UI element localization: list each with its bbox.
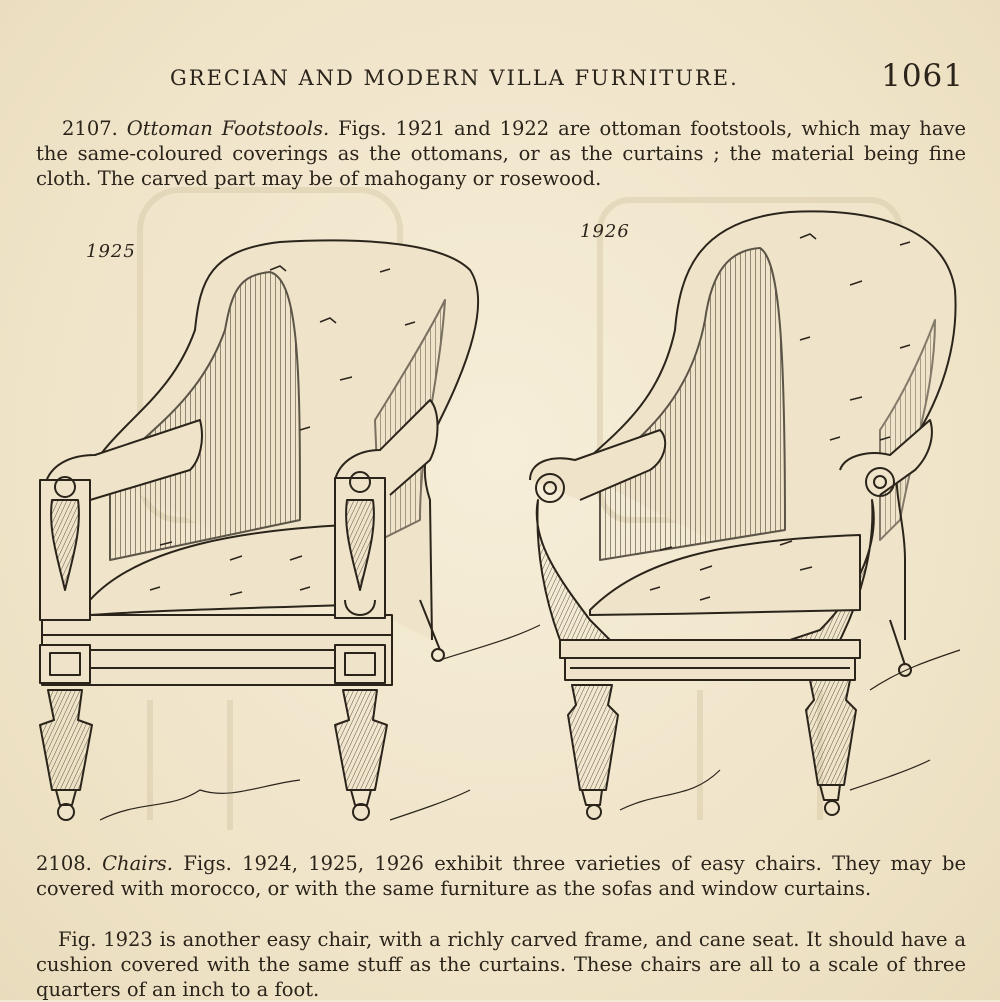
paragraph-2108 [36, 851, 966, 901]
paragraph-2108-continued [36, 927, 966, 1002]
section-number: 2107. [62, 117, 118, 140]
page-number: 1061 [881, 58, 964, 94]
figure-label-1925: 1925 [86, 241, 136, 262]
section-term: Chairs. [102, 852, 174, 875]
section-text-continued: Fig. 1923 is another easy chair, with a richly carved frame, and cane seat. It should have a cushion covered with the same stuff as the curtains. These chairs are all to a scale of three quarters of an inch to a foot. [36, 928, 966, 1001]
section-text: Figs. 1921 and 1922 are ottoman footstools, which may have the same-coloured coverings as the ottomans, or as the curtains ; the material being fine cloth. The carved part may be of mahogany or rosewood. [36, 117, 967, 190]
section-term: Ottoman Footstools. [126, 117, 330, 140]
figure-label-1926: 1926 [580, 221, 630, 242]
section-number: 2108. [36, 852, 92, 875]
running-head: GRECIAN AND MODERN VILLA FURNITURE. [170, 66, 739, 90]
section-text: Figs. 1924, 1925, 1926 exhibit three varieties of easy chairs. They may be covered with morocco, or with the same furniture as the sofas and window curtains. [36, 852, 967, 900]
